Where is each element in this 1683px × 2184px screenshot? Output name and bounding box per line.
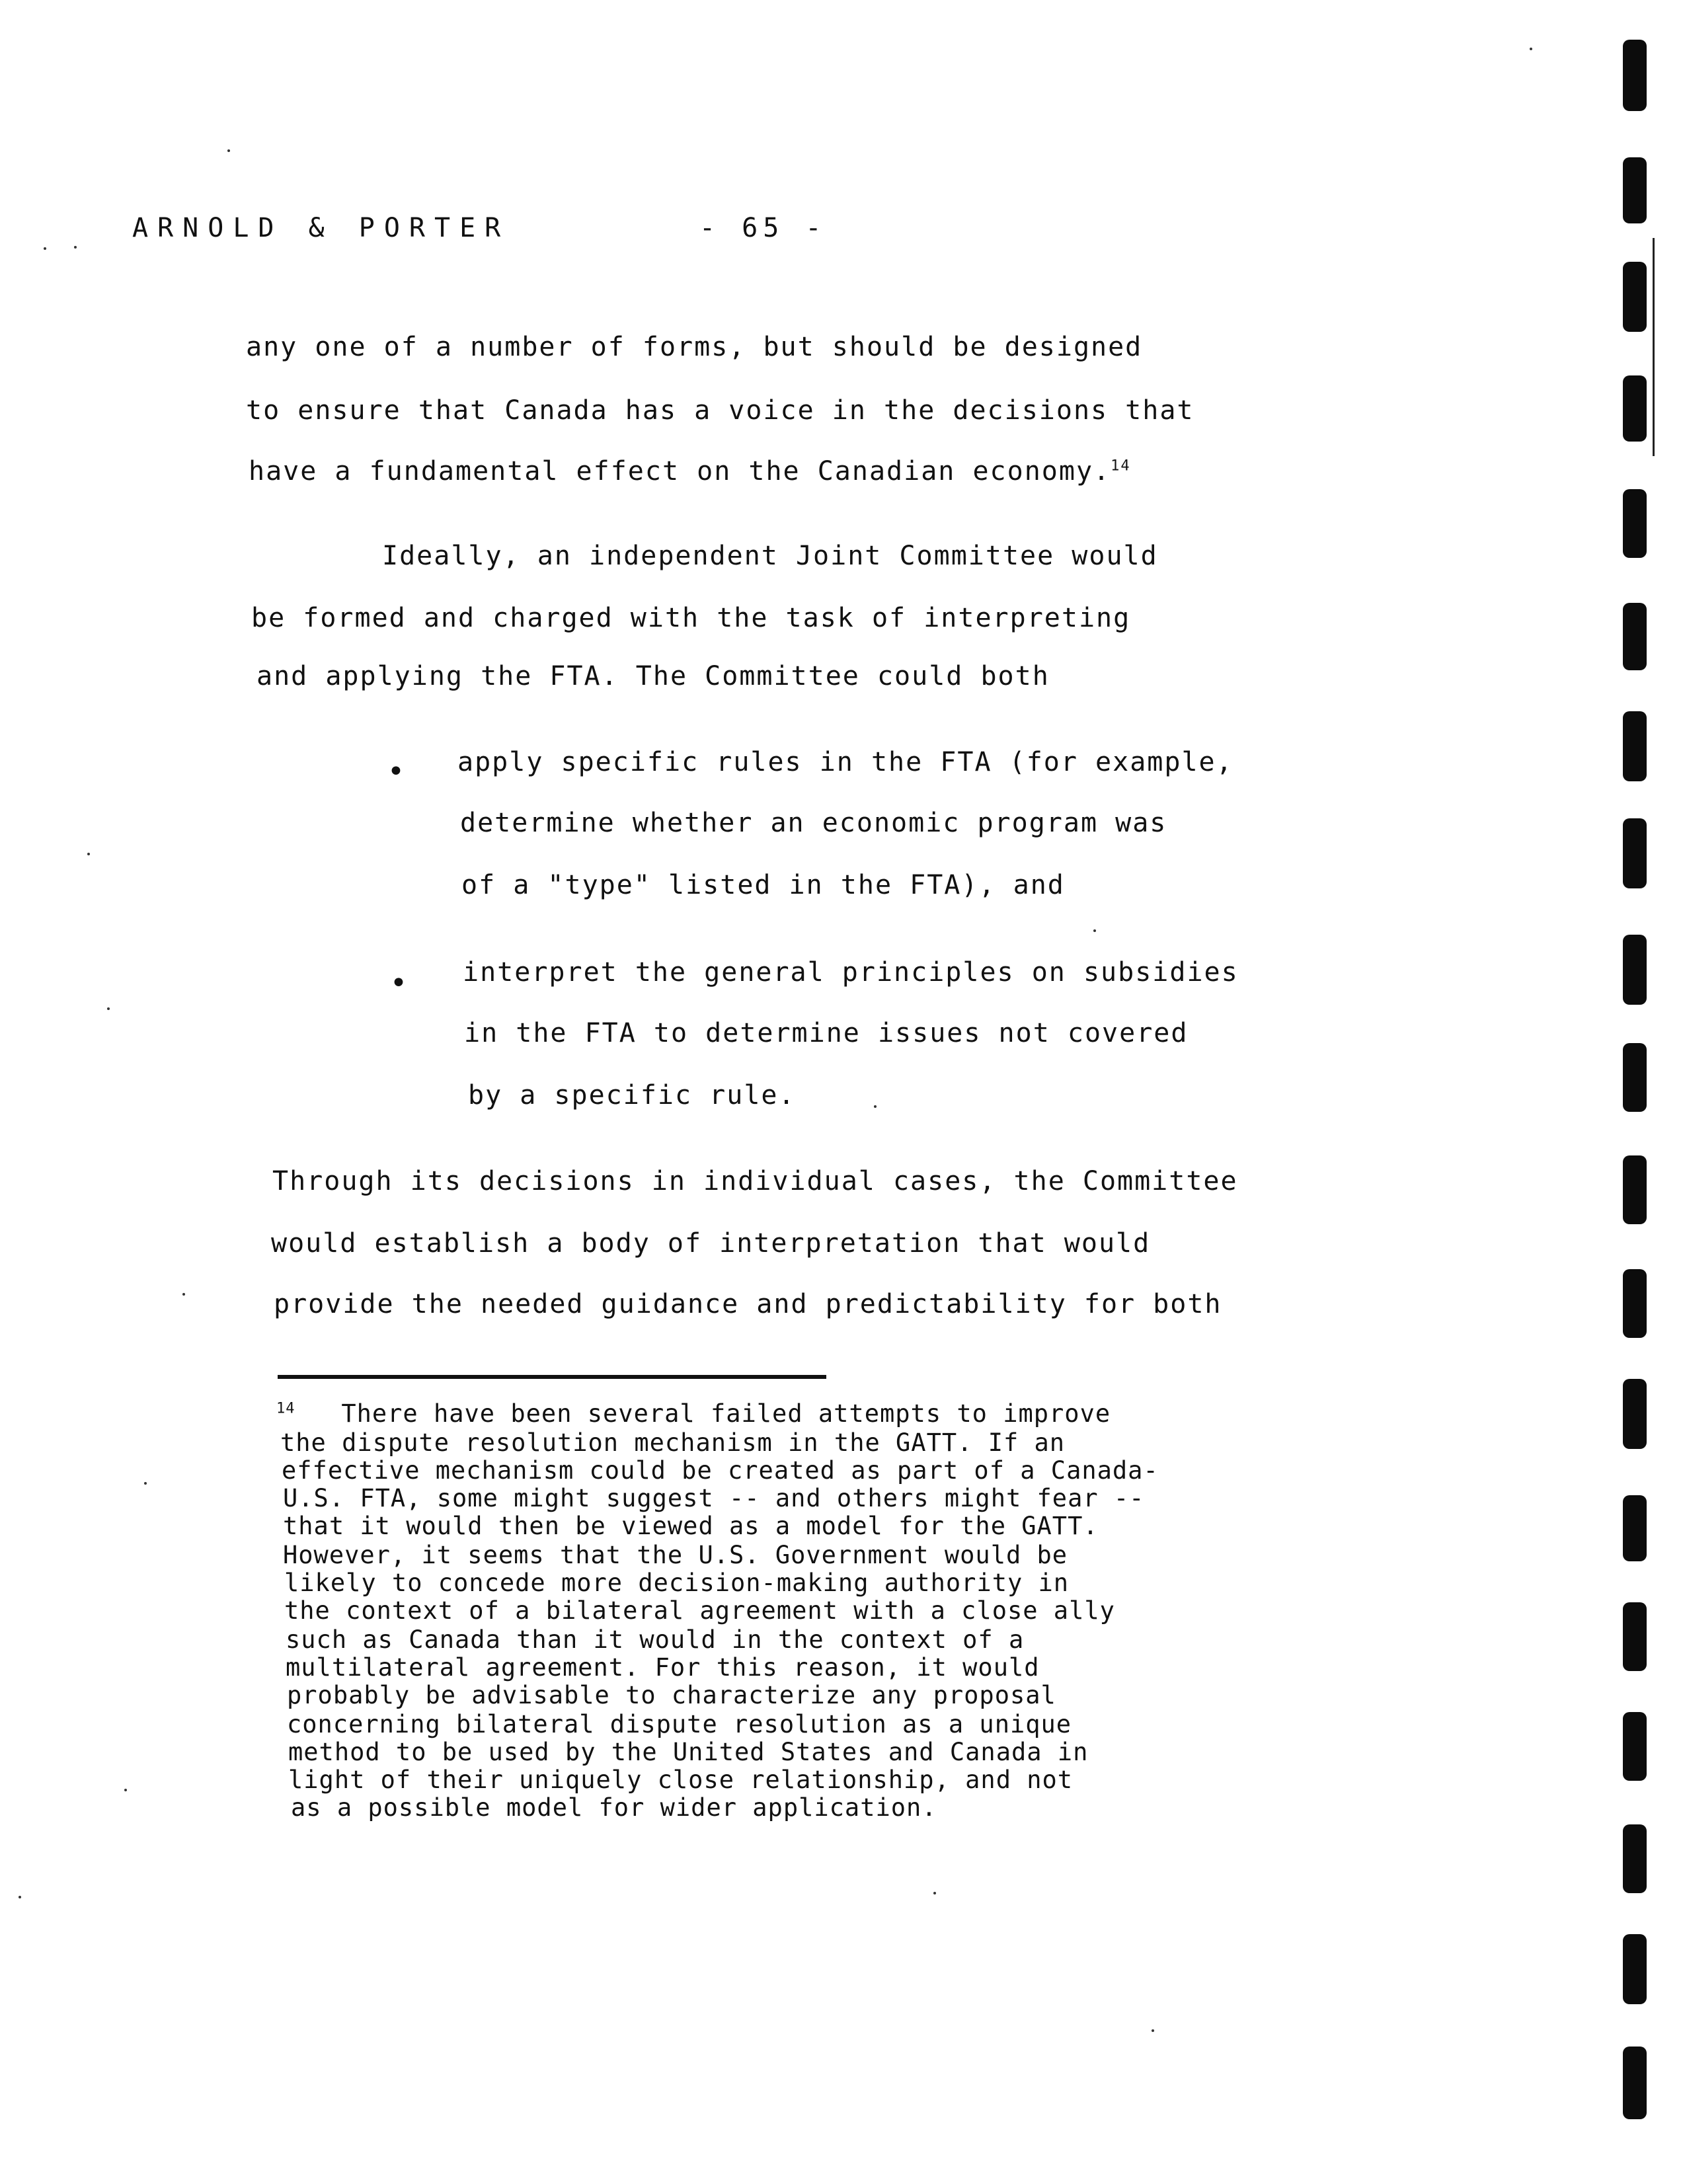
scan-speck [74, 246, 77, 249]
scan-edge-line [1653, 238, 1655, 456]
scan-speck [1093, 929, 1096, 932]
scan-speck [874, 1105, 877, 1108]
bullet-marker: • [387, 755, 405, 789]
binding-hole [1623, 1269, 1647, 1338]
scan-speck [19, 1896, 21, 1898]
footnote-line: However, it seems that the U.S. Government would be [283, 1541, 1068, 1569]
paragraph2-line: be formed and charged with the task of interpreting [251, 603, 1131, 633]
binding-hole [1623, 2047, 1647, 2119]
binding-hole [1623, 1712, 1647, 1781]
footnote-reference: 14 [1111, 457, 1131, 475]
binding-hole [1623, 1155, 1647, 1224]
page-number: - 65 - [699, 213, 827, 243]
footnote-marker: 14 [276, 1400, 295, 1417]
scan-speck [107, 1007, 110, 1010]
bullet-line: in the FTA to determine issues not covered [464, 1018, 1189, 1048]
bullet-line: by a specific rule. [468, 1080, 796, 1111]
binding-hole [1623, 818, 1647, 888]
scan-speck [124, 1789, 127, 1791]
footnote-rule [278, 1375, 826, 1379]
footnote-line: U.S. FTA, some might suggest -- and others might fear -- [283, 1484, 1145, 1512]
paragraph3-line: would establish a body of interpretation that would [271, 1228, 1151, 1259]
binding-hole [1623, 375, 1647, 442]
scan-speck [933, 1892, 936, 1894]
paragraph3-line: Through its decisions in individual cases, the Committee [272, 1166, 1238, 1196]
bullet-line: determine whether an economic program was [460, 808, 1167, 838]
footnote-line: concerning bilateral dispute resolution as a unique [287, 1710, 1072, 1738]
bullet-line: of a "type" listed in the FTA), and [461, 870, 1065, 900]
footnote-line: $^{14}$ There have been several failed attempts to improve [276, 1399, 1111, 1428]
binding-hole [1623, 1379, 1647, 1449]
bullet-line: interpret the general principles on subsidies [463, 957, 1239, 988]
binding-hole [1623, 1043, 1647, 1112]
paragraph2-line: and applying the FTA. The Committee could both [256, 661, 1050, 691]
paragraph1-line: to ensure that Canada has a voice in the decisions that [246, 395, 1194, 426]
footnote-line: that it would then be viewed as a model for the GATT. [283, 1512, 1099, 1540]
binding-hole [1623, 711, 1647, 781]
footnote-line: light of their uniquely close relationship, and not [288, 1766, 1074, 1794]
bullet-line: apply specific rules in the FTA (for example, [457, 747, 1233, 777]
scan-speck [1530, 48, 1532, 50]
footnote-line: multilateral agreement. For this reason, it would [286, 1653, 1040, 1682]
paragraph1-line: any one of a number of forms, but should be designed [246, 332, 1143, 362]
scan-speck [144, 1482, 147, 1485]
footnote-line: as a possible model for wider application. [291, 1793, 937, 1822]
binding-hole [1623, 1824, 1647, 1893]
scan-speck [1152, 2029, 1154, 2032]
footnote-line: probably be advisable to characterize any proposal [287, 1681, 1056, 1709]
binding-hole [1623, 262, 1647, 332]
footnote-line: method to be used by the United States and Canada in [288, 1738, 1089, 1766]
paragraph3-line: provide the needed guidance and predictability for both [274, 1289, 1222, 1319]
binding-hole [1623, 157, 1647, 223]
scan-speck [87, 853, 90, 855]
binding-hole [1623, 1602, 1647, 1671]
binding-hole [1623, 1934, 1647, 2004]
firm-name: ARNOLD & PORTER [132, 213, 510, 243]
binding-hole [1623, 489, 1647, 558]
scan-speck [227, 149, 230, 152]
binding-hole [1623, 603, 1647, 670]
footnote-line: likely to concede more decision-making authority in [284, 1569, 1070, 1597]
page-header [132, 213, 925, 253]
paragraph2-line: Ideally, an independent Joint Committee would [382, 541, 1158, 571]
binding-hole [1623, 40, 1647, 111]
bullet-marker: • [390, 966, 407, 1000]
scan-speck [182, 1293, 185, 1296]
footnote-line: the context of a bilateral agreement with a close ally [284, 1596, 1115, 1625]
binding-hole [1623, 1495, 1647, 1561]
footnote-line: the dispute resolution mechanism in the GATT. If an [280, 1428, 1066, 1457]
scan-speck [44, 247, 46, 250]
footnote-line: such as Canada than it would in the context of a [286, 1625, 1025, 1654]
paragraph1-line: have a fundamental effect on the Canadian economy.$^{14}$ [249, 456, 1131, 487]
binding-hole [1623, 935, 1647, 1005]
footnote-line: effective mechanism could be created as part of a Canada- [282, 1456, 1159, 1485]
